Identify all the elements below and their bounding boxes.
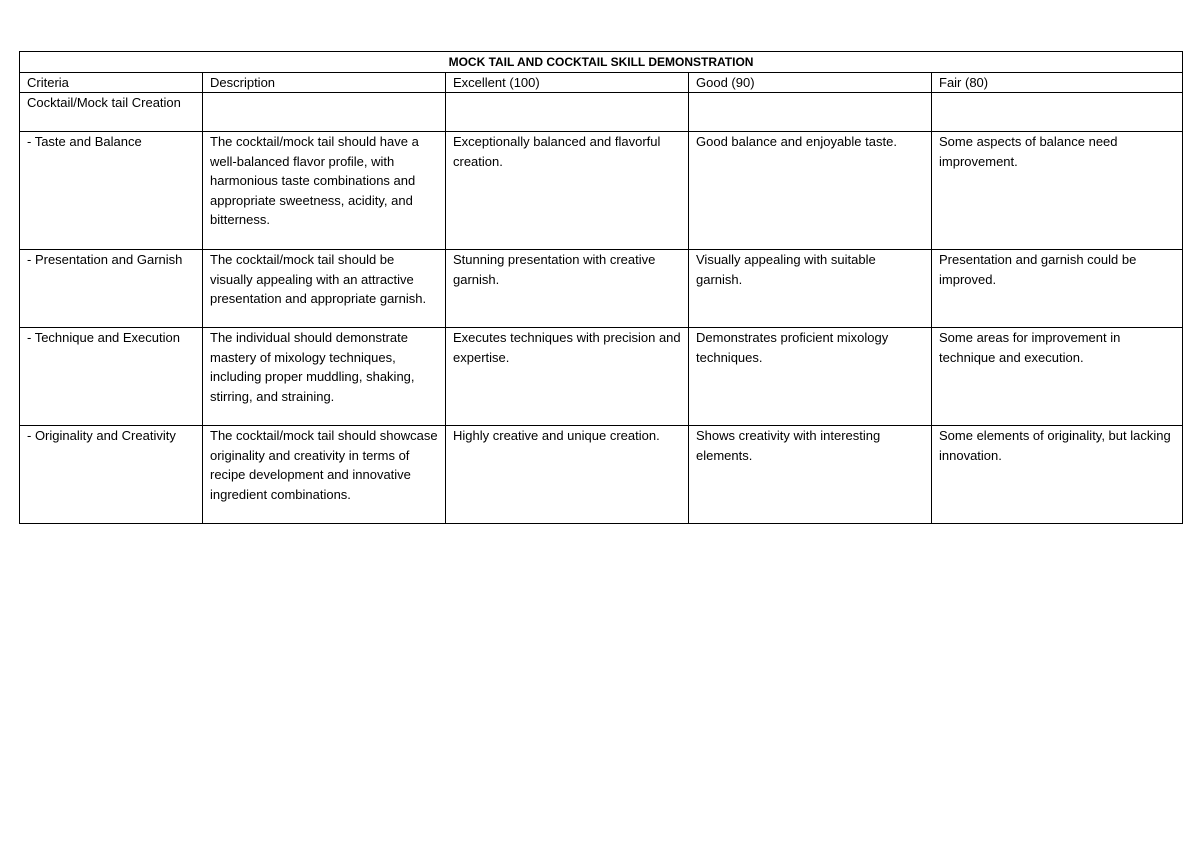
description-cell: The individual should demonstrate mastery of mixology techniques, including proper muddling, shaking, stirring, and straining. [203, 328, 446, 426]
column-header-excellent: Excellent (100) [446, 73, 689, 93]
criteria-cell: - Presentation and Garnish [20, 250, 203, 328]
excellent-cell: Executes techniques with precision and expertise. [446, 328, 689, 426]
criteria-cell: - Technique and Execution [20, 328, 203, 426]
excellent-cell: Exceptionally balanced and flavorful creation. [446, 132, 689, 250]
column-header-good: Good (90) [689, 73, 932, 93]
criteria-cell: - Originality and Creativity [20, 426, 203, 524]
description-cell: The cocktail/mock tail should have a well-balanced flavor profile, with harmonious taste combinations and appropriate sweetness, acidity, and bitterness. [203, 132, 446, 250]
empty-cell [203, 93, 446, 132]
column-header-criteria: Criteria [20, 73, 203, 93]
good-cell: Visually appealing with suitable garnish. [689, 250, 932, 328]
description-cell: The cocktail/mock tail should be visually appealing with an attractive presentation and appropriate garnish. [203, 250, 446, 328]
good-cell: Demonstrates proficient mixology techniques. [689, 328, 932, 426]
section-label: Cocktail/Mock tail Creation [20, 93, 203, 132]
fair-cell: Some areas for improvement in technique and execution. [932, 328, 1183, 426]
rubric-table [19, 51, 1183, 524]
description-cell: The cocktail/mock tail should showcase originality and creativity in terms of recipe development and innovative ingredient combinations. [203, 426, 446, 524]
empty-cell [689, 93, 932, 132]
empty-cell [446, 93, 689, 132]
title-row [20, 52, 1183, 73]
table-row [20, 250, 1183, 328]
column-header-fair: Fair (80) [932, 73, 1183, 93]
excellent-cell: Highly creative and unique creation. [446, 426, 689, 524]
rubric-title: MOCK TAIL AND COCKTAIL SKILL DEMONSTRATION [20, 52, 1183, 73]
table-row [20, 328, 1183, 426]
fair-cell: Presentation and garnish could be improved. [932, 250, 1183, 328]
fair-cell: Some elements of originality, but lacking innovation. [932, 426, 1183, 524]
empty-cell [932, 93, 1183, 132]
header-row [20, 73, 1183, 93]
fair-cell: Some aspects of balance need improvement. [932, 132, 1183, 250]
section-row [20, 93, 1183, 132]
excellent-cell: Stunning presentation with creative garnish. [446, 250, 689, 328]
table-row [20, 132, 1183, 250]
good-cell: Good balance and enjoyable taste. [689, 132, 932, 250]
table-row [20, 426, 1183, 524]
criteria-cell: - Taste and Balance [20, 132, 203, 250]
good-cell: Shows creativity with interesting elements. [689, 426, 932, 524]
column-header-description: Description [203, 73, 446, 93]
